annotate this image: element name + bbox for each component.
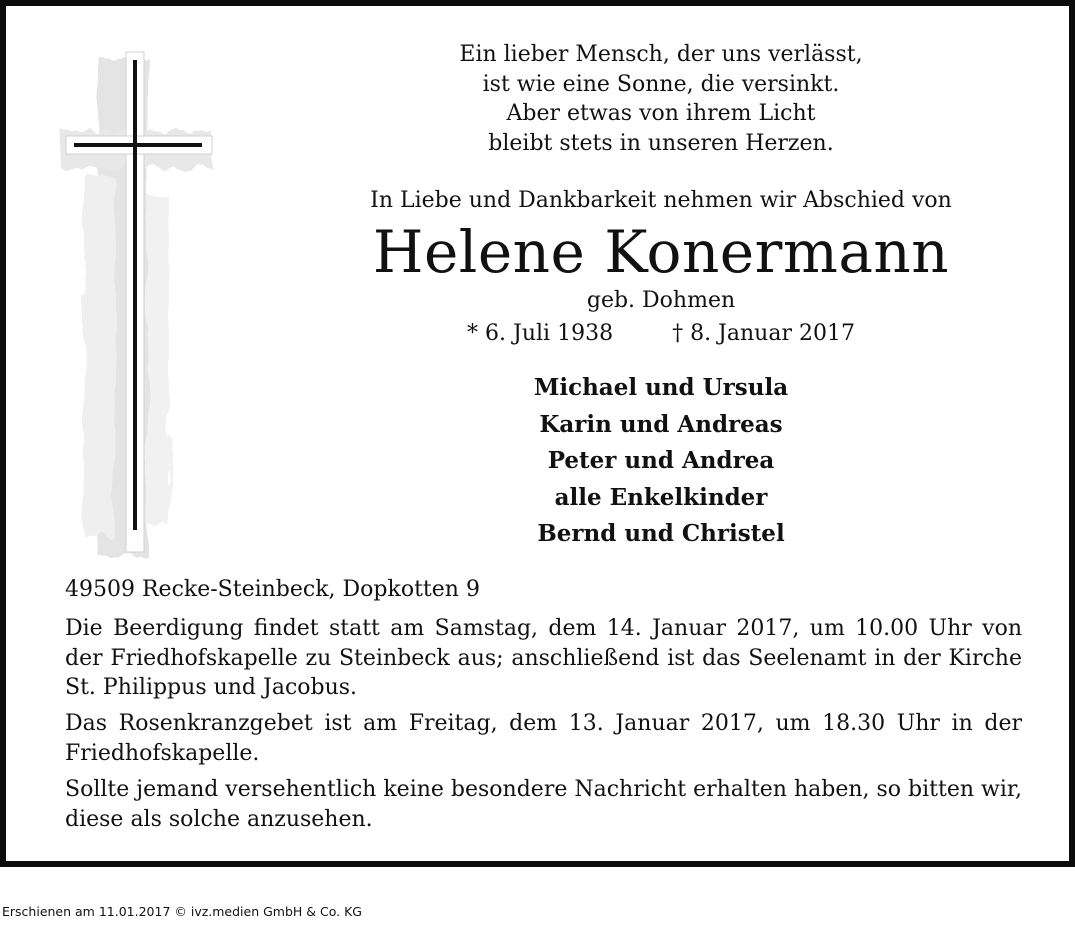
poem-line: Aber etwas von ihrem Licht (506, 101, 816, 126)
publication-footer: Erschienen am 11.01.2017 © ivz.medien GmbH & Co. KG (2, 904, 362, 919)
rosary-info: Das Rosenkranzgebet ist am Freitag, dem 13. Januar 2017, um 18.30 Uhr in der Friedhofskapelle. (65, 711, 1022, 766)
mourner-item: Peter und Andrea (547, 447, 775, 474)
mourner-item: Michael und Ursula (533, 374, 789, 401)
address: 49509 Recke-Steinbeck, Dopkotten 9 (65, 577, 480, 602)
funeral-info: Die Beerdigung findet statt am Samstag, dem 14. Januar 2017, um 10.00 Uhr von der Friedhofskapelle zu Steinbeck aus; anschließend ist das Seelenamt in der Kirche St. Philippus und Jacobus. (65, 616, 1022, 700)
mourner-item: Karin und Andreas (539, 410, 783, 438)
maiden-name: geb. Dohmen (586, 288, 736, 313)
poem (306, 40, 1016, 158)
death-date: † 8. Januar 2017 (672, 321, 855, 346)
mourners-list (306, 370, 1016, 553)
notification-note: Sollte jemand versehentlich keine besondere Nachricht erhalten haben, so bitten wir, diese als solche anzusehen. (65, 777, 1022, 832)
intro-text: In Liebe und Dankbarkeit nehmen wir Abschied von (370, 188, 952, 213)
life-dates (306, 321, 1016, 346)
poem-line: ist wie eine Sonne, die versinkt. (482, 71, 840, 97)
poem-line: Ein lieber Mensch, der uns verlässt, (459, 42, 863, 67)
poem-line: bleibt stets in unseren Herzen. (488, 130, 834, 156)
cross-icon (32, 36, 232, 566)
mourner-item: Bernd und Christel (537, 520, 785, 547)
deceased-name: Helene Konermann (372, 218, 950, 286)
birth-date: * 6. Juli 1938 (467, 321, 614, 346)
mourner-item: alle Enkelkinder (554, 483, 768, 511)
